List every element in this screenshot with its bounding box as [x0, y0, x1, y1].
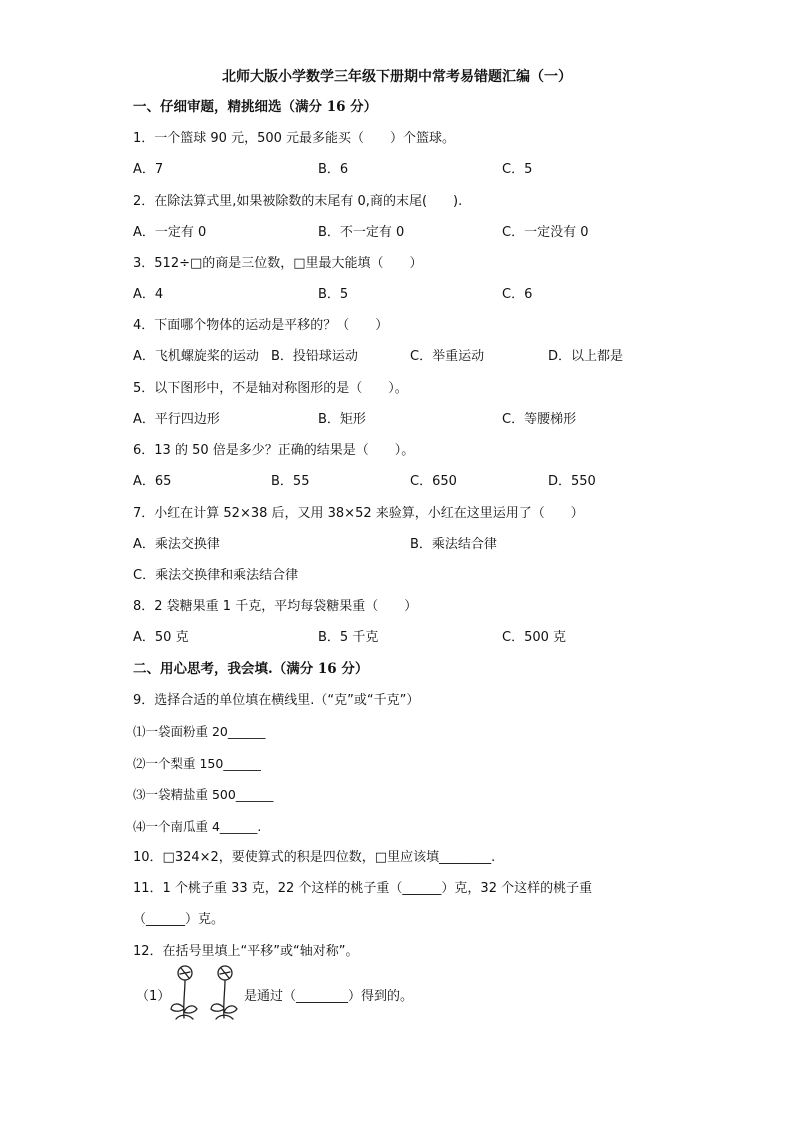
question-2: 2．在除法算式里,如果被除数的末尾有 0,商的末尾( ). [133, 194, 463, 209]
question-3: 3．512÷□的商是三位数，□里最大能填（ ） [133, 256, 423, 271]
q2-option-b: B．不一定有 0 [318, 225, 405, 240]
q9-sub-1: ⑴一袋面粉重 20______ [133, 724, 266, 739]
q6-option-c: C．650 [410, 474, 457, 489]
q12-sub-1-number: （1） [136, 989, 171, 1004]
q9-sub-3: ⑶一袋精盐重 500______ [133, 787, 274, 802]
q1-option-b: B．6 [318, 162, 349, 177]
q7-option-c: C．乘法交换律和乘法结合律 [133, 568, 299, 583]
q4-option-b: B．投铅球运动 [271, 349, 358, 364]
q7-option-b: B．乘法结合律 [410, 537, 497, 552]
two-flowers-icon [166, 962, 246, 1026]
q5-option-c: C．等腰梯形 [502, 412, 577, 427]
q1-option-a: A．7 [133, 162, 164, 177]
q2-option-c: C．一定没有 0 [502, 225, 589, 240]
q4-option-a: A．飞机螺旋桨的运动 [133, 349, 259, 364]
q2-option-a: A．一定有 0 [133, 225, 207, 240]
question-11-continued: （______）克。 [133, 912, 225, 927]
q8-option-c: C．500 克 [502, 630, 567, 645]
q8-option-a: A．50 克 [133, 630, 189, 645]
q7-option-a: A．乘法交换律 [133, 537, 220, 552]
q6-option-a: A．65 [133, 474, 172, 489]
question-10: 10．□324×2，要使算式的积是四位数，□里应该填________. [133, 850, 496, 865]
q9-sub-4: ⑷一个南瓜重 4______. [133, 819, 262, 834]
q1-option-c: C．5 [502, 162, 533, 177]
q12-sub-1-text: 是通过（________）得到的。 [244, 989, 414, 1004]
question-4: 4．下面哪个物体的运动是平移的？（ ） [133, 318, 389, 333]
question-8: 8．2 袋糖果重 1 千克，平均每袋糖果重（ ） [133, 599, 418, 614]
q6-option-d: D．550 [548, 474, 596, 489]
q6-option-b: B．55 [271, 474, 310, 489]
q3-option-a: A．4 [133, 287, 164, 302]
question-12: 12．在括号里填上“平移”或“轴对称”。 [133, 944, 359, 959]
question-6: 6．13 的 50 倍是多少？正确的结果是（ ）。 [133, 443, 415, 458]
question-7: 7．小红在计算 52×38 后，又用 38×52 来验算，小红在这里运用了（ ） [133, 506, 584, 521]
question-5: 5．以下图形中，不是轴对称图形的是（ ）。 [133, 381, 408, 396]
q3-option-b: B．5 [318, 287, 349, 302]
q4-option-c: C．举重运动 [410, 349, 485, 364]
q5-option-b: B．矩形 [318, 412, 366, 427]
q4-option-d: D．以上都是 [548, 349, 624, 364]
question-1: 1．一个篮球 90 元，500 元最多能买（ ）个篮球。 [133, 131, 456, 146]
page-title: 北师大版小学数学三年级下册期中常考易错题汇编（一） [222, 69, 572, 85]
q9-sub-2: ⑵一个梨重 150______ [133, 756, 261, 771]
q5-option-a: A．平行四边形 [133, 412, 220, 427]
q8-option-b: B．5 千克 [318, 630, 379, 645]
question-9: 9．选择合适的单位填在横线里.（“克”或“千克”） [133, 693, 420, 708]
section-2-heading: 二、用心思考，我会填.（满分 16 分） [133, 661, 369, 677]
question-11: 11．1 个桃子重 33 克，22 个这样的桃子重（______）克，32 个这样的桃子重 [133, 881, 593, 896]
q3-option-c: C．6 [502, 287, 533, 302]
section-1-heading: 一、仔细审题，精挑细选（满分 16 分） [133, 99, 378, 115]
